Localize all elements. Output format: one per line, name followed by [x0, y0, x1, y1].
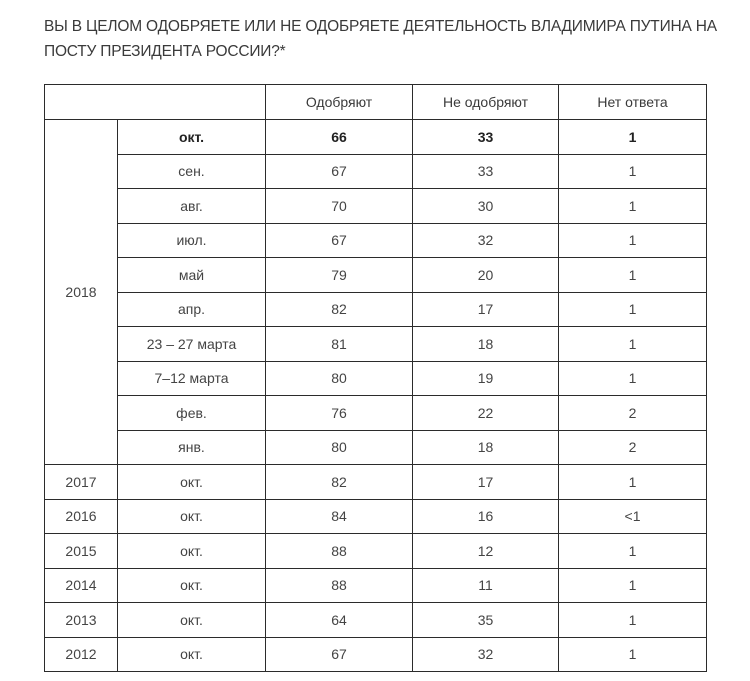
approve-cell: 88: [266, 568, 413, 603]
no-answer-cell: 1: [559, 189, 707, 224]
table-row: [45, 223, 707, 258]
table-row: [45, 292, 707, 327]
survey-question: ВЫ В ЦЕЛОМ ОДОБРЯЕТЕ ИЛИ НЕ ОДОБРЯЕТЕ ДЕЯТЕЛЬНОСТЬ ВЛАДИМИРА ПУТИНА НА ПОСТУ ПРЕЗИДЕНТА РОССИИ?*: [44, 18, 717, 60]
approve-cell: 67: [266, 637, 413, 672]
table-row: [45, 430, 707, 465]
table-row: [45, 603, 707, 638]
table-row: [45, 396, 707, 431]
period-cell: 7–12 марта: [118, 361, 266, 396]
no-answer-cell: 1: [559, 120, 707, 155]
disapprove-cell: 33: [413, 154, 559, 189]
approve-cell: 82: [266, 465, 413, 500]
period-cell: окт.: [118, 120, 266, 155]
table-row: [45, 637, 707, 672]
approve-cell: 70: [266, 189, 413, 224]
table-row: [45, 361, 707, 396]
disapprove-cell: 19: [413, 361, 559, 396]
year-cell: 2016: [45, 499, 118, 534]
approve-cell: 88: [266, 534, 413, 569]
approve-cell: 80: [266, 430, 413, 465]
table-row: [45, 499, 707, 534]
no-answer-cell: 1: [559, 534, 707, 569]
year-cell: 2014: [45, 568, 118, 603]
no-answer-cell: 1: [559, 223, 707, 258]
header-approve: Одобряют: [266, 85, 413, 120]
no-answer-cell: 1: [559, 361, 707, 396]
no-answer-cell: 1: [559, 258, 707, 293]
year-cell: 2015: [45, 534, 118, 569]
year-cell-2018: 2018: [45, 120, 118, 465]
period-cell: янв.: [118, 430, 266, 465]
period-cell: окт.: [118, 603, 266, 638]
period-cell: 23 – 27 марта: [118, 327, 266, 362]
table-row: [45, 120, 707, 155]
period-cell: окт.: [118, 465, 266, 500]
disapprove-cell: 33: [413, 120, 559, 155]
no-answer-cell: 1: [559, 637, 707, 672]
disapprove-cell: 22: [413, 396, 559, 431]
period-cell: апр.: [118, 292, 266, 327]
no-answer-cell: <1: [559, 499, 707, 534]
header-disapprove: Не одобряют: [413, 85, 559, 120]
disapprove-cell: 12: [413, 534, 559, 569]
no-answer-cell: 1: [559, 603, 707, 638]
approve-cell: 81: [266, 327, 413, 362]
table-row: [45, 327, 707, 362]
period-cell: окт.: [118, 568, 266, 603]
period-cell: сен.: [118, 154, 266, 189]
period-cell: июл.: [118, 223, 266, 258]
disapprove-cell: 17: [413, 465, 559, 500]
table-row: [45, 534, 707, 569]
no-answer-cell: 1: [559, 327, 707, 362]
header-no-answer: Нет ответа: [559, 85, 707, 120]
approve-cell: 84: [266, 499, 413, 534]
no-answer-cell: 1: [559, 465, 707, 500]
approve-cell: 67: [266, 154, 413, 189]
table-row: [45, 568, 707, 603]
approve-cell: 64: [266, 603, 413, 638]
disapprove-cell: 11: [413, 568, 559, 603]
approve-cell: 76: [266, 396, 413, 431]
period-cell: окт.: [118, 499, 266, 534]
year-cell: 2012: [45, 637, 118, 672]
no-answer-cell: 1: [559, 154, 707, 189]
period-cell: май: [118, 258, 266, 293]
disapprove-cell: 32: [413, 637, 559, 672]
approve-cell: 80: [266, 361, 413, 396]
period-cell: фев.: [118, 396, 266, 431]
period-cell: окт.: [118, 534, 266, 569]
disapprove-cell: 35: [413, 603, 559, 638]
approve-cell: 66: [266, 120, 413, 155]
disapprove-cell: 18: [413, 327, 559, 362]
year-cell: 2013: [45, 603, 118, 638]
table-row: [45, 154, 707, 189]
table-row: [45, 465, 707, 500]
period-cell: авг.: [118, 189, 266, 224]
table-row: [45, 189, 707, 224]
no-answer-cell: 1: [559, 292, 707, 327]
approve-cell: 79: [266, 258, 413, 293]
disapprove-cell: 30: [413, 189, 559, 224]
approve-cell: 82: [266, 292, 413, 327]
disapprove-cell: 20: [413, 258, 559, 293]
header-blank: [45, 85, 266, 120]
year-cell: 2017: [45, 465, 118, 500]
no-answer-cell: 2: [559, 430, 707, 465]
table-header-row: [45, 85, 707, 120]
disapprove-cell: 18: [413, 430, 559, 465]
table-row: [45, 258, 707, 293]
no-answer-cell: 2: [559, 396, 707, 431]
approval-table: [44, 84, 707, 672]
approve-cell: 67: [266, 223, 413, 258]
disapprove-cell: 16: [413, 499, 559, 534]
disapprove-cell: 17: [413, 292, 559, 327]
no-answer-cell: 1: [559, 568, 707, 603]
disapprove-cell: 32: [413, 223, 559, 258]
period-cell: окт.: [118, 637, 266, 672]
